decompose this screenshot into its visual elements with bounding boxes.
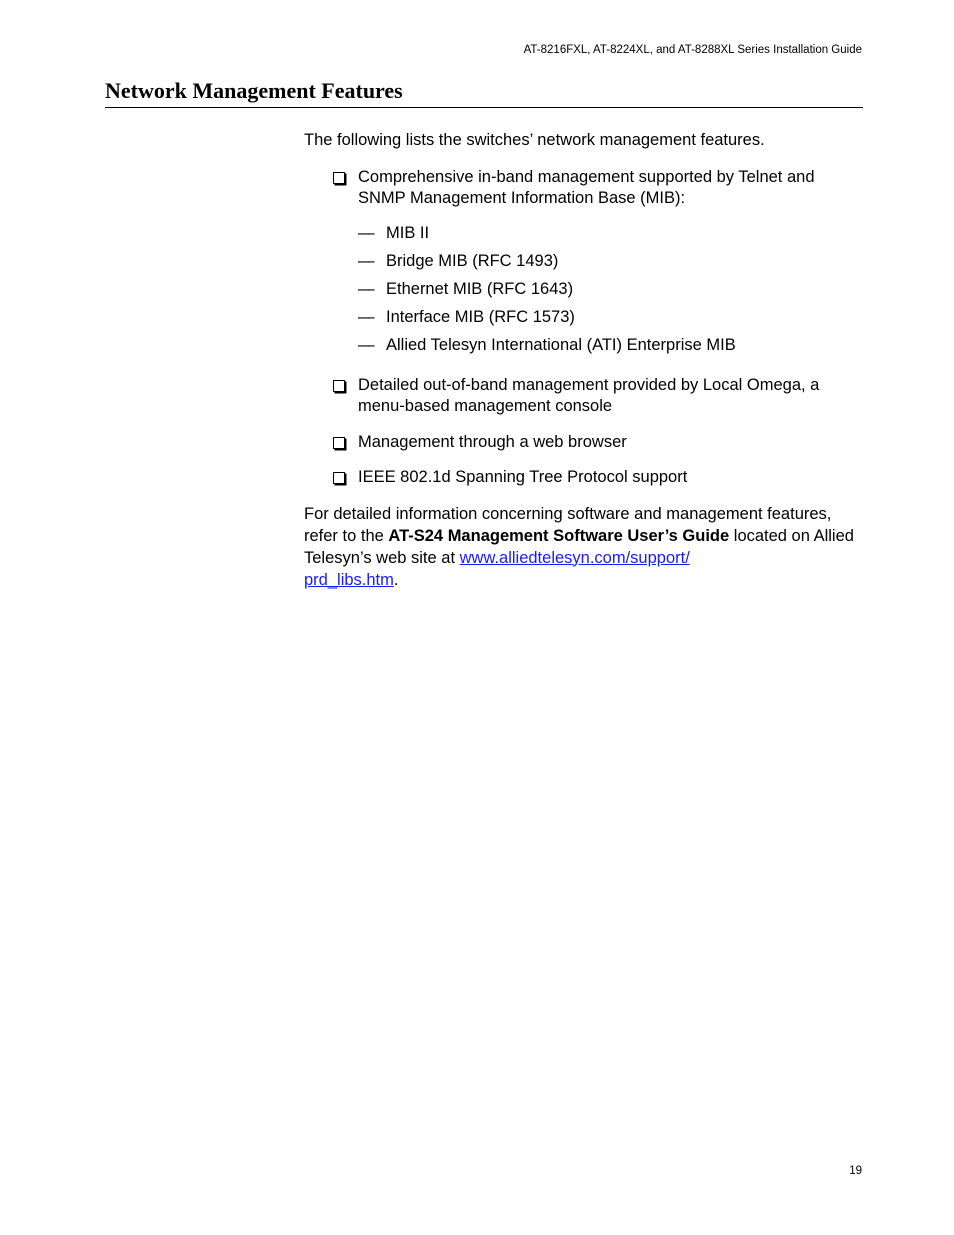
em-dash-icon: — [358, 307, 375, 326]
em-dash-icon: — [358, 251, 375, 270]
sub-list-item [304, 307, 864, 335]
bullet-item [304, 167, 864, 210]
mib-sublist [304, 223, 864, 363]
sub-item-text: MIB II [386, 223, 430, 242]
bullet-text: Comprehensive in-band management supported by Telnet and SNMP Management Information Base (MIB): [358, 167, 815, 207]
reference-middle: located on Allied Telesyn’s web site at [304, 526, 854, 567]
reference-paragraph [304, 503, 864, 591]
sub-list-item [304, 223, 864, 251]
bullet-item [304, 467, 864, 489]
support-link[interactable]: www.alliedtelesyn.com/support/ [459, 548, 690, 567]
sub-list-item [304, 279, 864, 307]
support-link-continued[interactable]: prd_libs.htm [304, 570, 394, 589]
checkbox-bullet-icon [333, 380, 345, 392]
page-number: 19 [849, 1165, 862, 1177]
reference-suffix: . [393, 570, 399, 589]
sub-item-text: Ethernet MIB (RFC 1643) [386, 279, 574, 298]
sub-item-text: Interface MIB (RFC 1573) [386, 307, 575, 326]
running-header: AT-8216FXL, AT-8224XL, and AT-8288XL Series Installation Guide [523, 44, 862, 56]
sub-list-item [304, 251, 864, 279]
bullet-text: Management through a web browser [358, 432, 627, 451]
em-dash-icon: — [358, 335, 375, 354]
em-dash-icon: — [358, 223, 375, 242]
guide-title: AT-S24 Management Software User’s Guide [388, 526, 730, 545]
section-title: Network Management Features [105, 78, 863, 108]
sub-item-text: Allied Telesyn International (ATI) Enterprise MIB [386, 335, 736, 354]
main-content [304, 130, 864, 591]
bullet-item [304, 375, 864, 418]
intro-paragraph: The following lists the switches’ network management features. [304, 131, 765, 149]
sub-item-text: Bridge MIB (RFC 1493) [386, 251, 559, 270]
checkbox-bullet-icon [333, 472, 345, 484]
sub-list-item [304, 335, 864, 363]
em-dash-icon: — [358, 279, 375, 298]
bullet-text: Detailed out-of-band management provided by Local Omega, a menu-based management console [358, 375, 820, 415]
reference-prefix: For detailed information concerning software and management features, refer to the [304, 504, 832, 545]
checkbox-bullet-icon [333, 172, 345, 184]
bullet-item [304, 432, 864, 454]
checkbox-bullet-icon [333, 437, 345, 449]
bullet-text: IEEE 802.1d Spanning Tree Protocol support [358, 468, 688, 486]
